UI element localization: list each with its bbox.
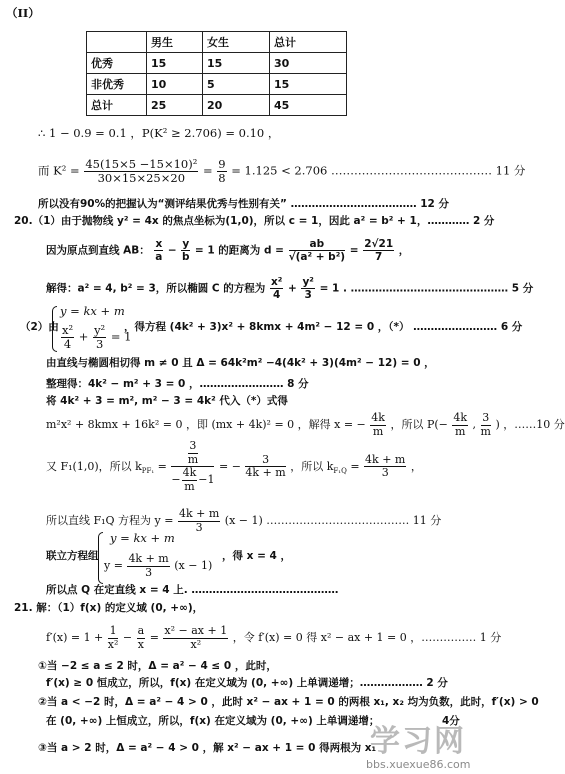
q20-part1-line: 20.（1）由于抛物线 y² = 4x 的焦点坐标为(1,0)，所以 c = 1，因此 a² = b² + 1，………… 2 分 bbox=[14, 215, 495, 227]
probability-line: ∴ 1 − 0.9 = 0.1 ，P(K² ≥ 2.706) = 0.10 ， bbox=[38, 126, 280, 140]
sub-eq-prefix: m²x² + 8kmx + 16k² = 0 ，即 (mx + 4k)² = 0 ，解得 x = − bbox=[46, 418, 366, 432]
minus-sign: − bbox=[167, 244, 177, 257]
k2-equals: = bbox=[202, 163, 213, 178]
slope-prefix: 又 F₁(1,0)，所以 k bbox=[46, 459, 142, 473]
frac-num: x² − ax + 1 bbox=[164, 624, 228, 637]
table-cell: 10 bbox=[147, 74, 203, 95]
table-cell: 30 bbox=[270, 53, 347, 74]
one-over-x2 bbox=[108, 625, 119, 651]
frac-den: 7 bbox=[375, 251, 383, 264]
equals-one: = 1 bbox=[110, 329, 132, 344]
frac-den: x² bbox=[190, 637, 202, 651]
equals-minus: = − bbox=[218, 459, 241, 473]
system1-top: y = kx + m bbox=[60, 304, 125, 318]
frac-den: 3 bbox=[381, 466, 389, 480]
solve-prefix: 解得：a² = 4, b² = 3，所以椭圆 C 的方程为 bbox=[46, 282, 266, 295]
frac-num: 4k bbox=[371, 411, 385, 424]
slope-f1q-value bbox=[364, 454, 406, 480]
frac-num: 3 bbox=[189, 439, 197, 452]
slope-fraction bbox=[178, 508, 220, 534]
equals-sign: = bbox=[349, 244, 359, 257]
substitute-line: 将 4k² + 3 = m², m² − 3 = 4k² 代入（*）式得 bbox=[46, 395, 288, 407]
system2-bottom-prefix: y = bbox=[104, 559, 123, 573]
distance-value bbox=[363, 238, 394, 263]
frac-den: m bbox=[184, 479, 195, 493]
x2-over-4 bbox=[61, 324, 74, 351]
slope2-subscript: F₁Q bbox=[333, 466, 347, 475]
fraction-3-over-m bbox=[481, 412, 491, 438]
comma: ， bbox=[398, 244, 410, 257]
slope-fraction bbox=[127, 553, 169, 579]
system2-bottom bbox=[104, 553, 212, 579]
table-cell: 15 bbox=[203, 53, 270, 74]
case1-line-b: f′(x) ≥ 0 恒成立，所以，f(x) 在定义域为 (0, +∞) 上单调递增；……………… 2 分 bbox=[46, 677, 448, 689]
a-over-x bbox=[137, 625, 146, 651]
y2-over-3 bbox=[93, 324, 106, 351]
k2-simplified-denominator: 8 bbox=[218, 171, 226, 186]
derivative-prefix: f′(x) = 1 + bbox=[46, 631, 104, 645]
table-cell: 优秀 bbox=[87, 53, 147, 74]
frac-den: b bbox=[182, 251, 190, 264]
frac-num: 3 bbox=[482, 411, 490, 424]
k2-prefix: 而 K² = bbox=[38, 163, 80, 178]
distance-fraction bbox=[289, 238, 346, 263]
table-cell: 20 bbox=[203, 95, 270, 116]
table-row bbox=[87, 95, 347, 116]
equals-sign: = bbox=[157, 459, 167, 473]
slope-subscript: PF₁ bbox=[141, 466, 155, 475]
case1-line-a: ①当 −2 ≤ a ≤ 2 时，Δ = a² − 4 ≤ 0 ，此时， bbox=[38, 660, 277, 672]
score-note: 4分 bbox=[442, 715, 460, 727]
point-p-prefix: ，所以 P(− bbox=[390, 418, 448, 432]
simplify-line: 整理得：4k² − m² + 3 = 0 ，…………………… 8 分 bbox=[46, 378, 309, 390]
table-cell: 总计 bbox=[270, 32, 347, 53]
case2-line-a: ②当 a < −2 时，Δ = a² − 4 > 0 ，此时 x² − ax + 1 = 0 的两根 x₁, x₂ 均为负数，此时，f′(x) > 0 bbox=[38, 696, 539, 708]
system2-top: y = kx + m bbox=[110, 531, 175, 545]
ellipse-equation-line bbox=[46, 276, 533, 301]
frac-num: x bbox=[155, 238, 163, 250]
distance-line bbox=[46, 238, 409, 263]
part-label: （II） bbox=[6, 6, 40, 20]
x2-over-4 bbox=[270, 276, 283, 301]
left-brace bbox=[52, 306, 57, 352]
table-cell: 45 bbox=[270, 95, 347, 116]
frac-den: x bbox=[137, 637, 145, 651]
x-over-a bbox=[154, 238, 163, 263]
complex-denominator bbox=[171, 467, 214, 493]
table-cell: 总计 bbox=[87, 95, 147, 116]
frac-num: y bbox=[182, 238, 190, 250]
frac-den: 4 bbox=[272, 289, 281, 302]
slope-pf1-value bbox=[245, 454, 285, 480]
frac-num: ab bbox=[289, 238, 346, 251]
y-over-b bbox=[181, 238, 190, 263]
k2-numerator: 45(15×5 −15×10)² bbox=[85, 157, 198, 171]
table-row bbox=[87, 74, 347, 95]
frac-den: x² bbox=[107, 637, 119, 651]
system1-result: ，得方程 (4k² + 3)x² + 8kmx + 4m² − 12 = 0 ，（*） …………………… 6 分 bbox=[124, 321, 523, 333]
frac-num: y² bbox=[302, 276, 314, 288]
fraction-3-over-m bbox=[188, 440, 198, 466]
fraction-4k-over-m bbox=[182, 467, 198, 493]
point-p-suffix: ) ，……10 分 bbox=[495, 418, 565, 432]
line-f1q-prefix: 所以直线 F₁Q 方程为 y = bbox=[46, 514, 174, 528]
frac-den: m bbox=[372, 424, 384, 438]
frac-den: a bbox=[155, 251, 163, 264]
frac-num: 2√21 bbox=[364, 238, 394, 250]
fraction-4k-over-m bbox=[370, 412, 386, 438]
system2-bottom-suffix: (x − 1) bbox=[174, 559, 213, 573]
distance-label: = 1 的距离为 d = bbox=[194, 244, 284, 257]
plus-sign: + bbox=[78, 329, 89, 344]
frac-den: 3 bbox=[304, 289, 312, 302]
table-cell: 25 bbox=[147, 95, 203, 116]
y2-over-3 bbox=[301, 276, 314, 301]
contingency-table bbox=[86, 31, 347, 116]
frac-den: 3 bbox=[95, 337, 104, 352]
frac-num: 4k + m bbox=[365, 452, 406, 466]
line-ab-prefix: 因为原点到直线 AB： bbox=[46, 244, 150, 257]
fraction-4k-over-m bbox=[452, 412, 468, 438]
frac-den: 3 bbox=[145, 565, 153, 579]
table-cell: 女生 bbox=[203, 32, 270, 53]
derivative-line bbox=[46, 625, 501, 651]
system2-result: ，得 x = 4 ， bbox=[222, 550, 291, 562]
complex-numerator bbox=[171, 440, 214, 467]
watermark bbox=[366, 716, 498, 774]
slope-line bbox=[46, 440, 422, 494]
minus-one: −1 bbox=[198, 473, 215, 487]
k2-denominator: 30×15×25×20 bbox=[97, 171, 186, 186]
frac-num: 3 bbox=[245, 454, 285, 468]
case3-line-a: ③当 a > 2 时，Δ = a² − 4 > 0 ，解 x² − ax + 1 = 0 得两根为 x₁ bbox=[38, 742, 377, 754]
line-f1q-suffix: (x − 1) ………………………………… 11 分 bbox=[224, 514, 442, 528]
comma: , bbox=[472, 418, 477, 432]
frac-den: m bbox=[454, 424, 466, 438]
k2-simplified-fraction bbox=[217, 158, 226, 185]
derivative-combined bbox=[163, 625, 228, 651]
table-cell: 男生 bbox=[147, 32, 203, 53]
table-row bbox=[87, 53, 347, 74]
table-cell: 15 bbox=[270, 74, 347, 95]
conclusion-line: 所以没有90%的把握认为“测评结果优秀与性别有关” ……………………………… 12 分 bbox=[38, 198, 450, 210]
frac-den: 3 bbox=[195, 520, 203, 534]
table-cell bbox=[87, 32, 147, 53]
frac-num: 4k + m bbox=[178, 507, 220, 520]
part2-label: （2）由 bbox=[20, 321, 59, 333]
system1-bottom bbox=[60, 324, 131, 351]
frac-den: 4k + m bbox=[245, 466, 286, 480]
frac-num: 4k bbox=[453, 411, 468, 424]
frac-num: a bbox=[137, 624, 145, 637]
minus-sign: − bbox=[171, 473, 181, 487]
tangent-condition: 由直线与椭圆相切得 m ≠ 0 且 Δ = 64k²m² −4(4k² + 3)(4m² − 12) = 0 ， bbox=[46, 357, 435, 369]
equals-sign: = bbox=[350, 459, 360, 473]
k2-formula bbox=[38, 158, 525, 185]
derivative-suffix: ，令 f′(x) = 0 得 x² − ax + 1 = 0 ，…………… 1 分 bbox=[232, 631, 502, 645]
k2-fraction bbox=[84, 158, 198, 185]
table-cell: 5 bbox=[203, 74, 270, 95]
point-p-line bbox=[46, 412, 565, 438]
frac-num: 1 bbox=[109, 624, 117, 637]
watermark-url: bbs.xuexue86.com bbox=[366, 758, 471, 771]
point-q-conclusion: 所以点 Q 在定直线 x = 4 上. …………………………………… bbox=[46, 584, 339, 596]
case2-line-b: 在 (0, +∞) 上恒成立，所以，f(x) 在定义域为 (0, +∞) 上单调递增； bbox=[46, 715, 380, 727]
frac-num: 4k + m bbox=[128, 552, 169, 565]
system2-label: 联立方程组 bbox=[46, 550, 99, 562]
k2-result: = 1.125 < 2.706 …………………………………… 11 分 bbox=[231, 163, 526, 178]
frac-num: x² bbox=[62, 323, 74, 337]
frac-den: √(a² + b²) bbox=[288, 251, 346, 264]
left-brace bbox=[98, 532, 103, 584]
frac-den: m bbox=[187, 452, 199, 466]
complex-fraction bbox=[171, 440, 214, 494]
frac-den: 4 bbox=[63, 337, 72, 352]
watermark-logo: 学习网 bbox=[370, 724, 466, 759]
slope2-prefix: ，所以 k bbox=[290, 459, 334, 473]
comma: ， bbox=[410, 459, 422, 473]
plus-sign: + bbox=[287, 282, 297, 295]
line-f1q-equation bbox=[46, 508, 441, 534]
k2-simplified-numerator: 9 bbox=[218, 157, 226, 171]
ellipse-suffix: = 1 . ……………………………………… 5 分 bbox=[319, 282, 534, 295]
frac-num: y² bbox=[94, 323, 106, 337]
frac-den: m bbox=[480, 424, 491, 438]
frac-num: x² bbox=[270, 276, 283, 288]
minus-sign: − bbox=[122, 631, 133, 645]
table-header-row bbox=[87, 32, 347, 53]
table-cell: 非优秀 bbox=[87, 74, 147, 95]
table-cell: 15 bbox=[147, 53, 203, 74]
frac-num: 4k bbox=[182, 466, 197, 480]
equals-sign: = bbox=[149, 631, 159, 645]
q21-part1-line: 21. 解：（1）f(x) 的定义域 (0, +∞)， bbox=[14, 602, 204, 614]
